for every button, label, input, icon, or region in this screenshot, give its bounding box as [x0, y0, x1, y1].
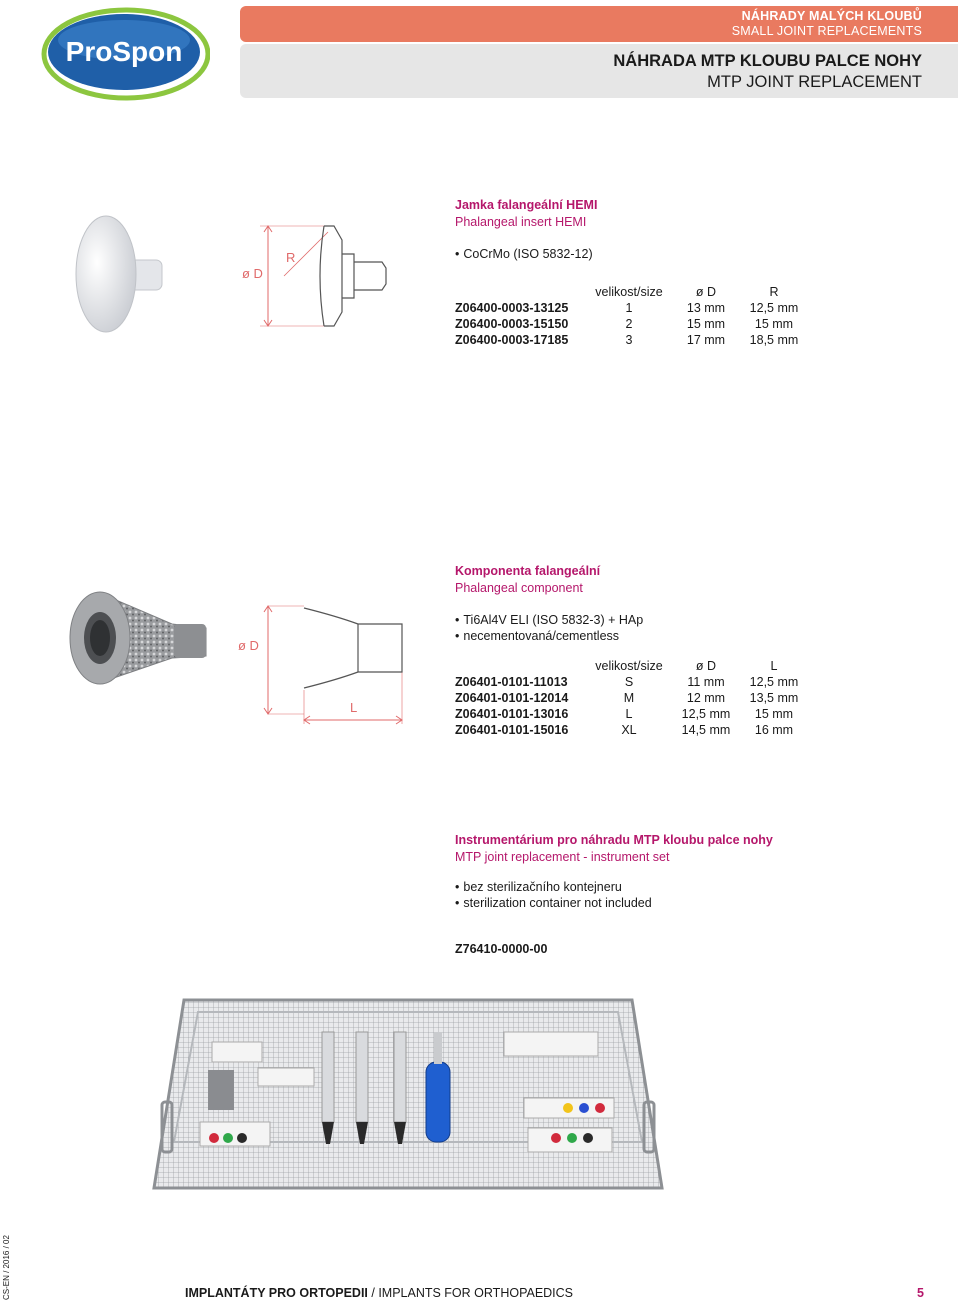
instrument-set-code: Z76410-0000-00 — [455, 942, 548, 956]
bullet-item: • sterilization container not included — [455, 895, 773, 911]
product-code: Z06401-0101-11013 — [455, 675, 568, 689]
section-phalangeal-insert — [455, 198, 799, 348]
cell-d: 12,5 mm — [681, 707, 731, 721]
instrument-tray-photo — [148, 992, 668, 1212]
col-header-d: ø D — [695, 659, 717, 673]
table-row — [455, 300, 799, 316]
section2-bullets — [455, 612, 799, 644]
header-category-en: SMALL JOINT REPLACEMENTS — [731, 24, 922, 38]
header-title-cz: NÁHRADA MTP KLOUBU PALCE NOHY — [613, 52, 922, 70]
section1-title-cz: Jamka falangeální HEMI — [455, 198, 598, 212]
col-header-l: L — [770, 659, 778, 673]
cell-d: 14,5 mm — [681, 723, 731, 737]
dim-label-r: R — [286, 250, 296, 265]
bullet-item: • necementovaná/cementless — [455, 628, 799, 644]
prospon-logo — [40, 6, 210, 102]
cell-l: 16 mm — [754, 723, 794, 737]
phalangeal-insert-drawing — [236, 218, 396, 338]
logo-text: ProSpon — [65, 36, 183, 67]
table-row — [455, 332, 799, 348]
section1-table — [455, 284, 799, 348]
cell-d: 17 mm — [686, 333, 726, 347]
cell-r: 15 mm — [754, 317, 794, 331]
table-row — [455, 706, 799, 722]
col-header-size: velikost/size — [595, 285, 663, 299]
section2-title-cz: Komponenta falangeální — [455, 564, 601, 578]
cell-d: 13 mm — [686, 301, 726, 315]
cell-size: 1 — [625, 301, 633, 315]
phalangeal-component-drawing — [236, 602, 411, 732]
dim-label-d-1: ø D — [242, 266, 263, 281]
section3-bullets — [455, 879, 773, 911]
section-phalangeal-component — [455, 564, 799, 738]
col-header-d: ø D — [695, 285, 717, 299]
table-row — [455, 316, 799, 332]
col-header-r: R — [769, 285, 779, 299]
product-code: Z06401-0101-15016 — [455, 723, 569, 737]
header-title-bar — [240, 44, 958, 98]
cell-l: 13,5 mm — [749, 691, 799, 705]
cell-d: 15 mm — [686, 317, 726, 331]
product-code: Z06400-0003-15150 — [455, 317, 569, 331]
section1-bullets — [455, 246, 799, 262]
table-row — [455, 690, 799, 706]
footer-text — [185, 1286, 573, 1300]
product-code: Z06400-0003-17185 — [455, 333, 569, 347]
document-code: CS-EN / 2016 / 02 — [2, 1235, 11, 1300]
cell-r: 12,5 mm — [749, 301, 799, 315]
footer-left-rest: IMPLANTS FOR ORTHOPAEDICS — [378, 1286, 574, 1300]
dim-label-l: L — [350, 700, 358, 715]
section3-title-en: MTP joint replacement - instrument set — [455, 850, 670, 864]
phalangeal-insert-photo — [68, 212, 168, 345]
section-instrument-set — [455, 833, 773, 956]
cell-d: 11 mm — [687, 675, 725, 689]
footer-left-bold: IMPLANTÁTY PRO ORTOPEDII — [185, 1286, 368, 1300]
cell-size: M — [623, 691, 635, 705]
cell-size: L — [625, 707, 633, 721]
section2-table — [455, 658, 799, 738]
bullet-item: • CoCrMo (ISO 5832-12) — [455, 246, 799, 262]
table-row — [455, 722, 799, 738]
cell-size: S — [624, 675, 634, 689]
cell-size: 2 — [625, 317, 633, 331]
table-header-row — [455, 284, 799, 300]
section3-title-cz: Instrumentárium pro náhradu MTP kloubu palce nohy — [455, 833, 773, 847]
section2-title-en: Phalangeal component — [455, 581, 583, 595]
product-code: Z06400-0003-13125 — [455, 301, 569, 315]
table-row — [455, 674, 799, 690]
bullet-item: • Ti6Al4V ELI (ISO 5832-3) + HAp — [455, 612, 799, 628]
logo-graphic — [40, 6, 210, 102]
phalangeal-component-photo — [62, 586, 212, 691]
col-header-size: velikost/size — [595, 659, 663, 673]
header-category-bar — [240, 6, 958, 42]
cell-size: XL — [621, 723, 637, 737]
dim-label-d-2: ø D — [238, 638, 259, 653]
footer-separator: / — [367, 1286, 379, 1300]
cell-r: 18,5 mm — [749, 333, 799, 347]
cell-d: 12 mm — [686, 691, 726, 705]
header-category-cz: NÁHRADY MALÝCH KLOUBŮ — [741, 9, 922, 23]
bullet-item: • bez sterilizačního kontejneru — [455, 879, 773, 895]
product-code: Z06401-0101-12014 — [455, 691, 569, 705]
page-number: 5 — [917, 1286, 924, 1300]
cell-l: 15 mm — [754, 707, 794, 721]
header-title-en: MTP JOINT REPLACEMENT — [707, 73, 922, 91]
section1-title-en: Phalangeal insert HEMI — [455, 215, 587, 229]
table-header-row — [455, 658, 799, 674]
product-code: Z06401-0101-13016 — [455, 707, 569, 721]
cell-size: 3 — [625, 333, 633, 347]
cell-l: 12,5 mm — [749, 675, 799, 689]
